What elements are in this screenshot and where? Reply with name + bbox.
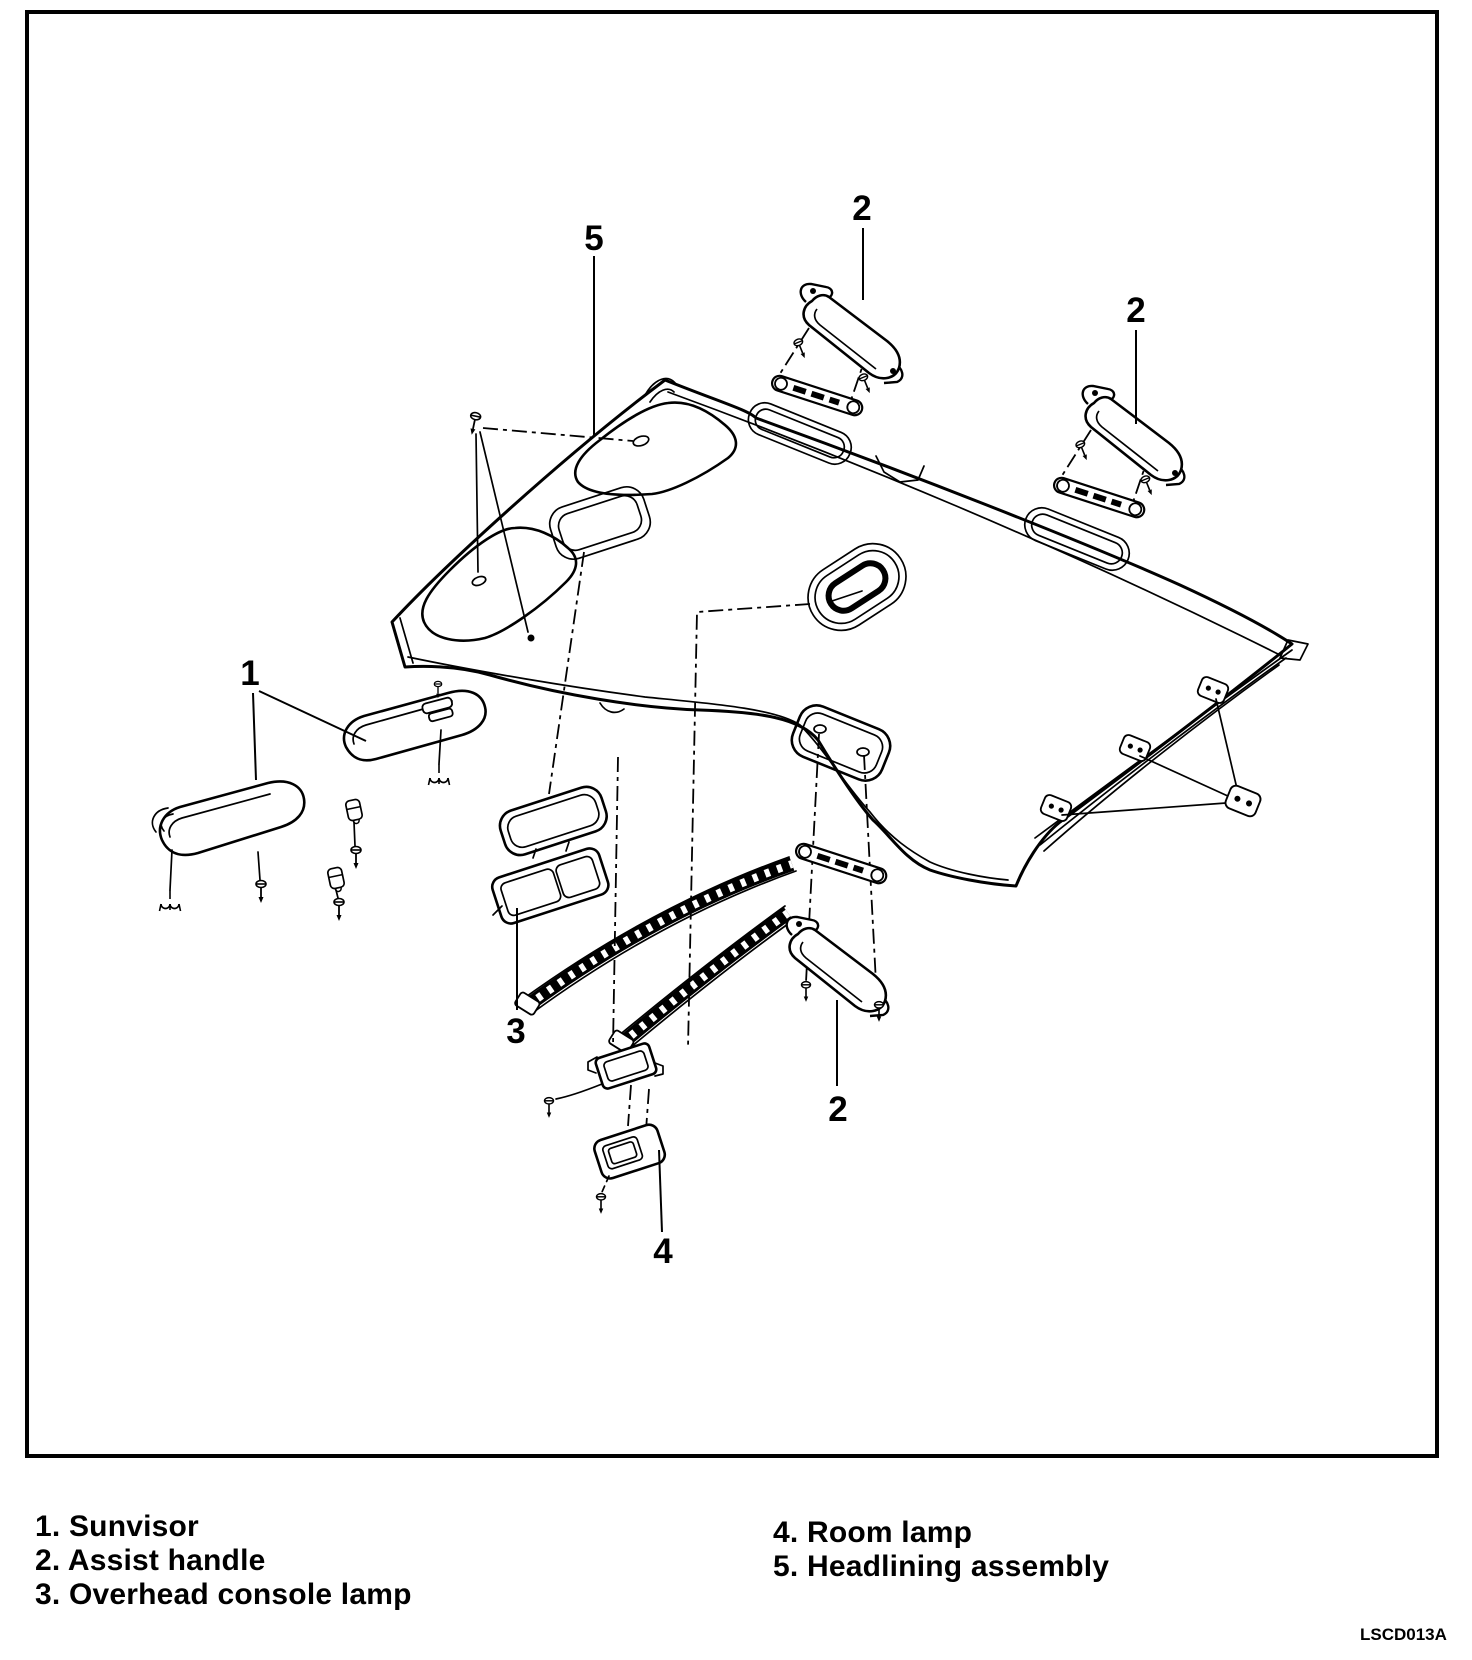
callout-2-handle-front: 2: [852, 189, 872, 228]
legend-item-assist-handle: 2. Assist handle: [35, 1544, 266, 1577]
callout-4-room-lamp: 4: [653, 1232, 673, 1271]
callout-1-sunvisor: 1: [240, 654, 260, 693]
legend-item-room-lamp: 4. Room lamp: [773, 1516, 973, 1549]
callout-2-handle-right: 2: [1126, 291, 1146, 330]
callout-5-headlining: 5: [584, 219, 604, 258]
callout-3-console-lamp: 3: [506, 1012, 526, 1051]
legend-item-headlining: 5. Headlining assembly: [773, 1550, 1110, 1583]
figure-code: LSCD013A: [1360, 1625, 1447, 1644]
legend-item-console-lamp: 3. Overhead console lamp: [35, 1578, 412, 1611]
legend-item-sunvisor: 1. Sunvisor: [35, 1510, 199, 1543]
figure-border: [27, 12, 1437, 1456]
callout-2-handle-rear: 2: [828, 1090, 848, 1129]
